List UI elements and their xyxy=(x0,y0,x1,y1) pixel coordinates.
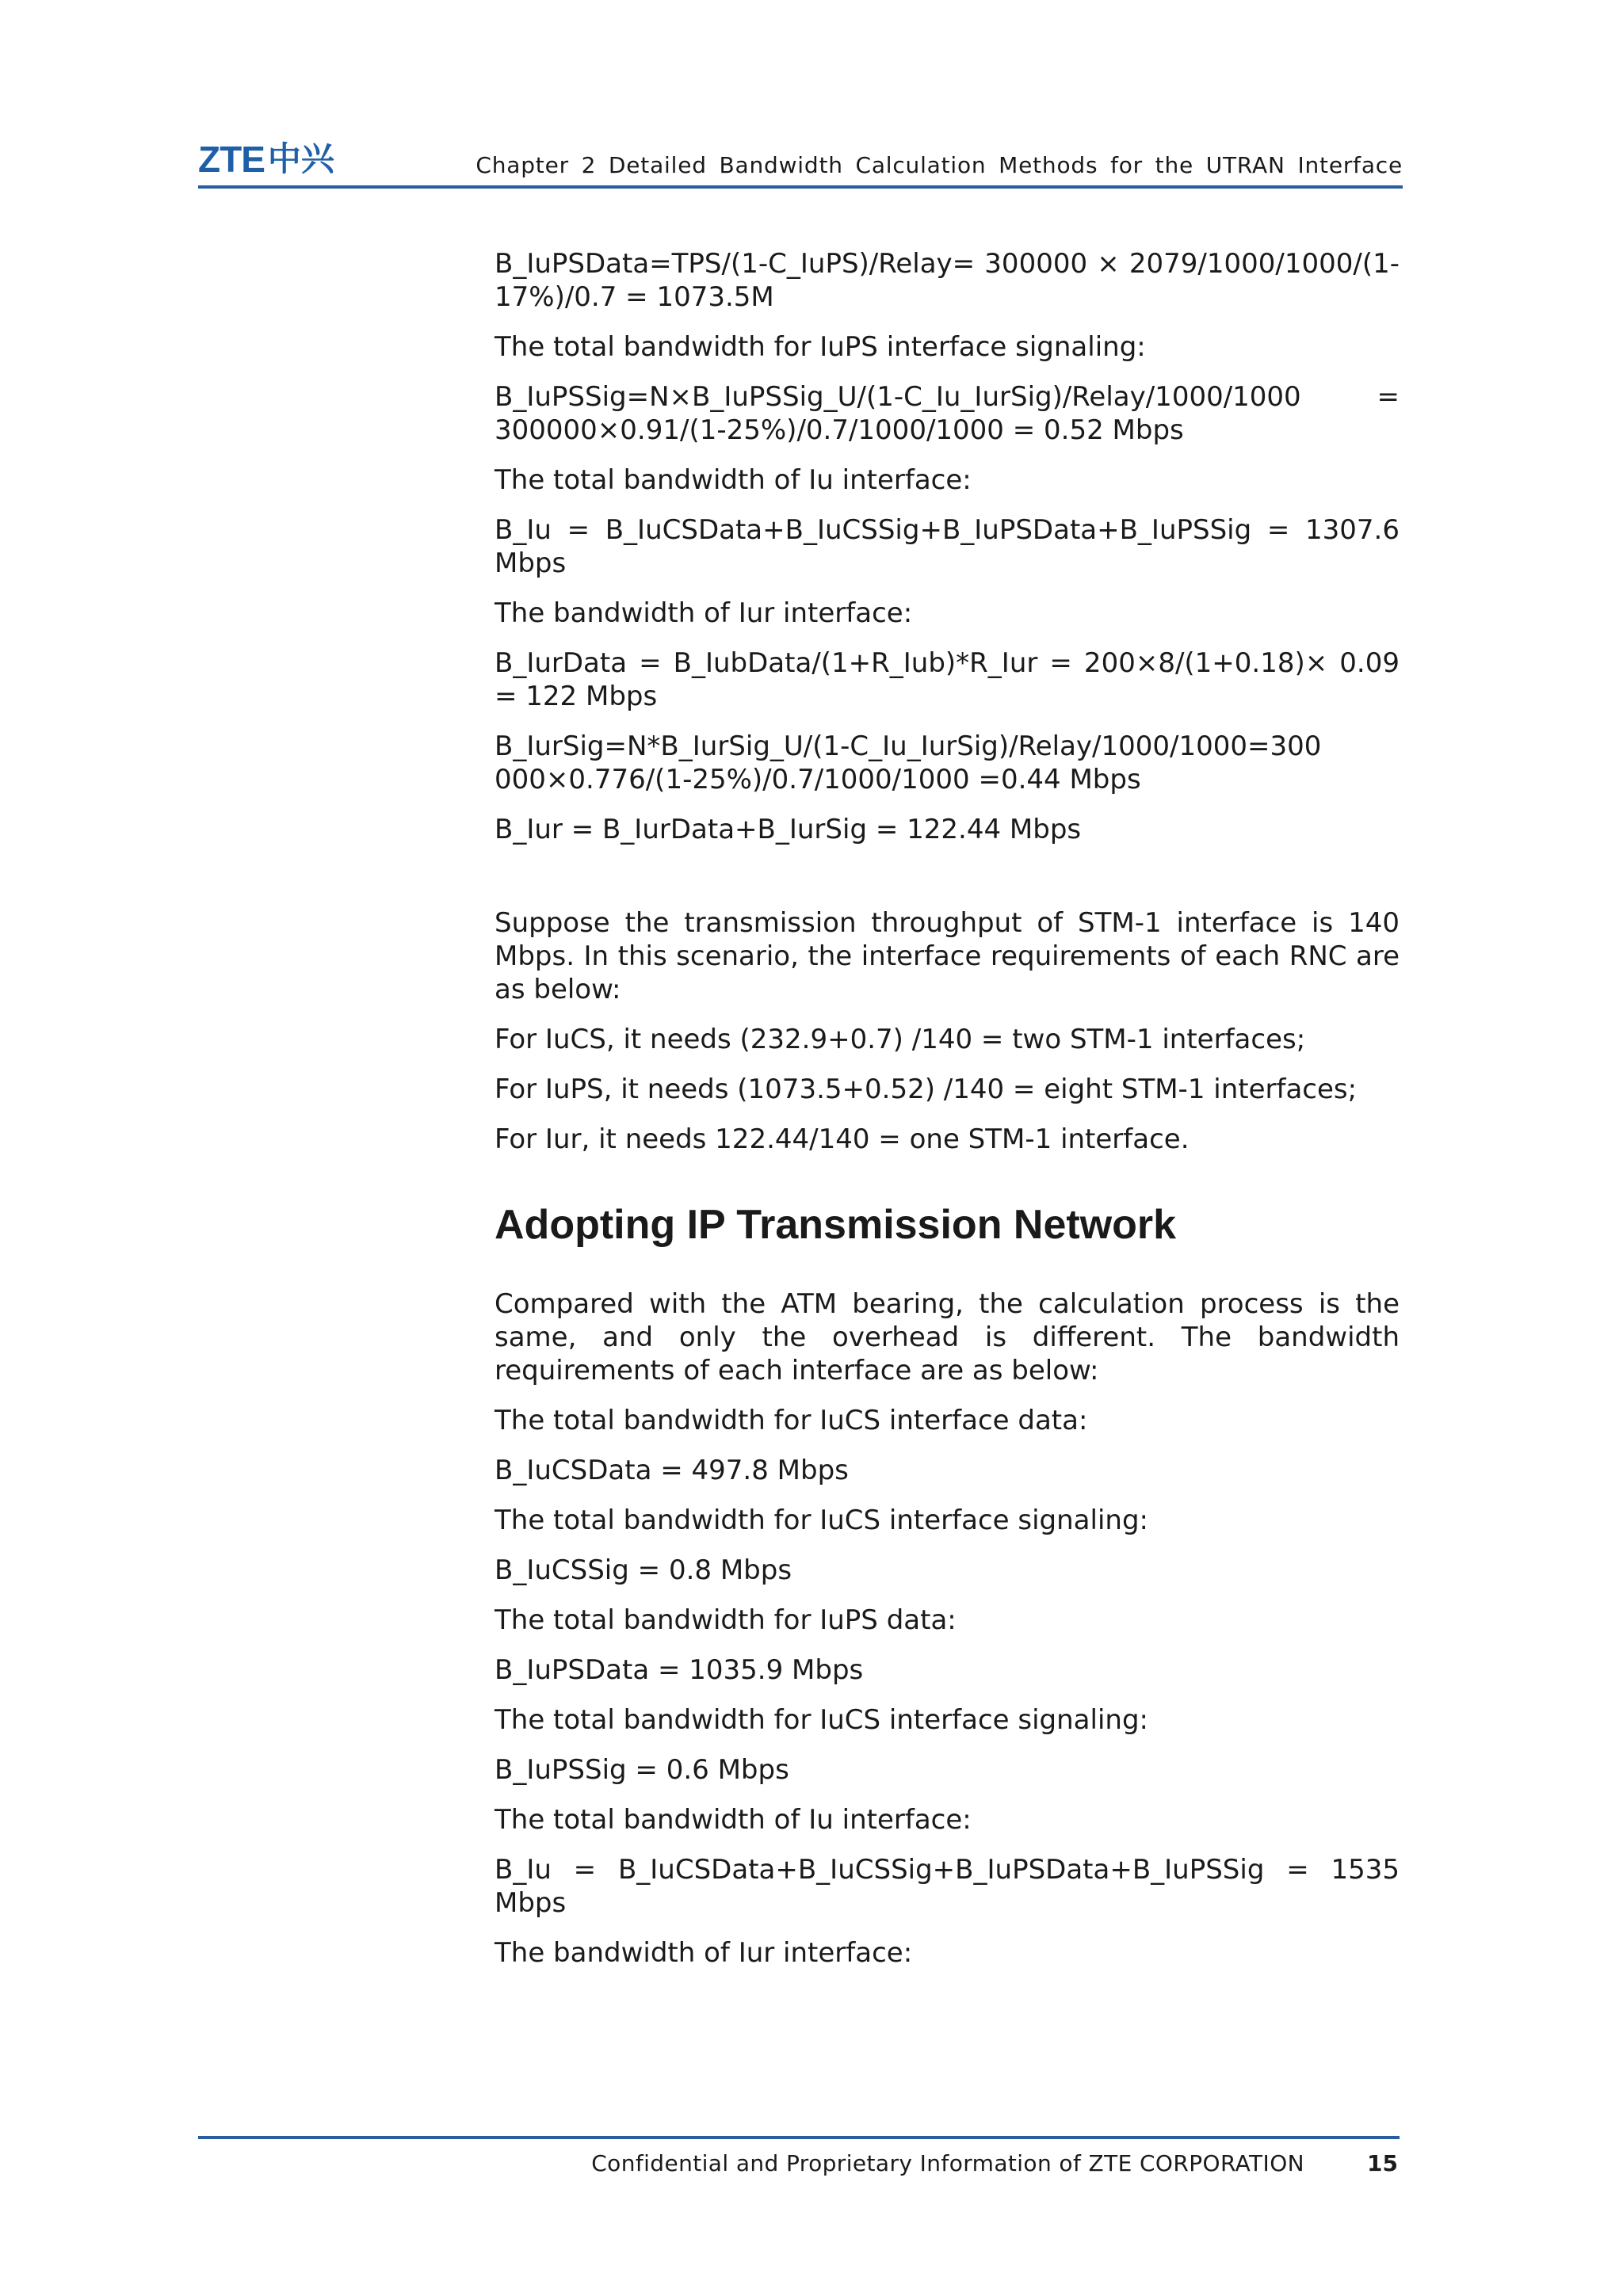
iu-total-equation: B_Iu = B_IuCSData+B_IuCSSig+B_IuPSData+B_IuPSSig = 1307.6 Mbps xyxy=(495,514,1400,579)
confidential-notice: Confidential and Proprietary Information of ZTE CORPORATION xyxy=(591,2150,1304,2176)
iups-data-value: B_IuPSData = 1035.9 Mbps xyxy=(495,1654,864,1686)
iu-total-label-ip: The total bandwidth of Iu interface: xyxy=(495,1804,972,1836)
iups-signaling-label: The total bandwidth for IuPS interface signaling: xyxy=(495,331,1146,363)
ip-intro-paragraph: Compared with the ATM bearing, the calculation process is the same, and only the overhead is different. The bandwidth requirements of each interface are as below: xyxy=(495,1288,1400,1386)
logo-cjk-text: 中兴 xyxy=(267,139,334,178)
iups-data-label: The total bandwidth for IuPS data: xyxy=(495,1604,957,1636)
page-header xyxy=(198,135,1403,192)
zte-logo xyxy=(198,138,334,181)
page-footer xyxy=(198,2136,1400,2176)
iucs-data-label: The total bandwidth for IuCS interface data: xyxy=(495,1405,1088,1436)
iur-stm1-requirement: For Iur, it needs 122.44/140 = one STM-1 interface. xyxy=(495,1123,1190,1155)
logo-text: ZTE xyxy=(198,139,265,180)
iur-signaling-equation: B_IurSig=N*B_IurSig_U/(1-C_Iu_IurSig)/Relay/1000/1000=300 000×0.776/(1-25%)/0.7/1000/1000 =0.44 Mbps xyxy=(495,730,1322,795)
iur-label-ip: The bandwidth of Iur interface: xyxy=(495,1937,913,1969)
iur-total-equation: B_Iur = B_IurData+B_IurSig = 122.44 Mbps xyxy=(495,814,1082,845)
iucs-signaling-value: B_IuCSSig = 0.8 Mbps xyxy=(495,1554,792,1586)
spacer xyxy=(495,863,1400,906)
iucs-stm1-requirement: For IuCS, it needs (232.9+0.7) /140 = two STM-1 interfaces; xyxy=(495,1024,1306,1055)
iu-total-label: The total bandwidth of Iu interface: xyxy=(495,464,972,496)
iu-total-equation-ip: B_Iu = B_IuCSData+B_IuCSSig+B_IuPSData+B_IuPSSig = 1535 Mbps xyxy=(495,1854,1400,1919)
section-heading: Adopting IP Transmission Network xyxy=(495,1202,1177,1248)
page-number: 15 xyxy=(1367,2150,1398,2176)
iucs-signaling-label: The total bandwidth for IuCS interface signaling: xyxy=(495,1505,1148,1536)
iur-label: The bandwidth of Iur interface: xyxy=(495,597,913,629)
header-divider xyxy=(198,185,1403,189)
iups-data-equation: B_IuPSData=TPS/(1-C_IuPS)/Relay= 300000 × 2079/1000/1000/(1-17%)/0.7 = 1073.5M xyxy=(495,248,1400,313)
iups-signaling-value: B_IuPSSig = 0.6 Mbps xyxy=(495,1754,789,1786)
stm1-intro-paragraph: Suppose the transmission throughput of STM-1 interface is 140 Mbps. In this scenario, the interface requirements of each RNC are as below: xyxy=(495,907,1400,1005)
iur-data-equation: B_IurData = B_IubData/(1+R_Iub)*R_Iur = 200×8/(1+0.18)× 0.09 = 122 Mbps xyxy=(495,647,1400,712)
iups-signaling-equation: B_IuPSSig=N×B_IuPSSig_U/(1-C_Iu_IurSig)/Relay/1000/1000 = 300000×0.91/(1-25%)/0.7/1000/1000 = 0.52 Mbps xyxy=(495,381,1400,446)
page-content xyxy=(495,247,1400,1986)
iups-stm1-requirement: For IuPS, it needs (1073.5+0.52) /140 = eight STM-1 interfaces; xyxy=(495,1074,1358,1105)
chapter-title: Chapter 2 Detailed Bandwidth Calculation Methods for the UTRAN Interface xyxy=(475,152,1403,178)
footer-divider xyxy=(198,2136,1400,2139)
iucs-data-value: B_IuCSData = 497.8 Mbps xyxy=(495,1455,849,1486)
iups-signaling-label-ip: The total bandwidth for IuCS interface signaling: xyxy=(495,1704,1148,1736)
